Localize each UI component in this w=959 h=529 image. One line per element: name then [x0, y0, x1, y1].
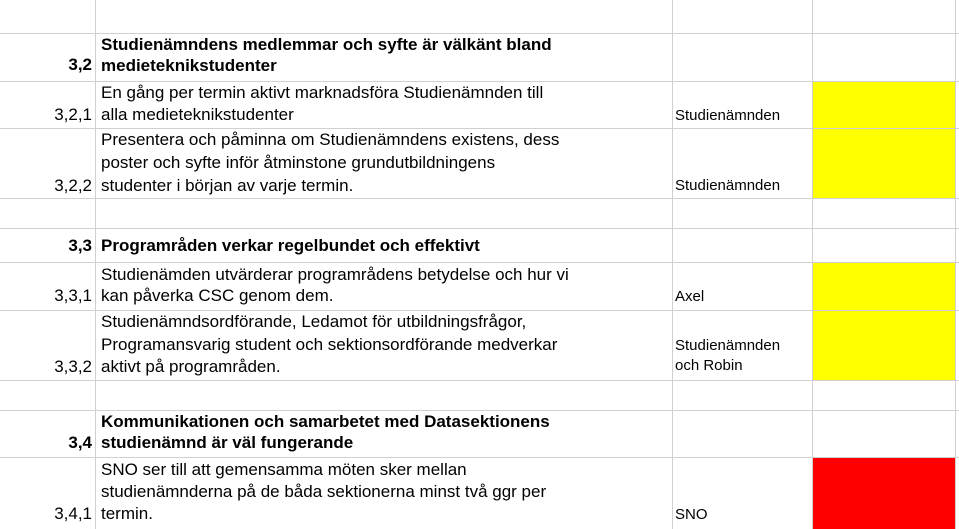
item-text-line: studienämnderna på de båda sektionerna minst två ggr per — [101, 482, 547, 501]
item-number: 3,2,1 — [54, 105, 92, 124]
column-divider — [95, 0, 96, 529]
responsible-cell: Studienämnden — [675, 107, 781, 124]
responsible-cell: och Robin — [675, 357, 743, 374]
row-divider — [0, 228, 959, 229]
status-yellow-cell — [813, 129, 955, 198]
status-yellow-cell — [813, 311, 955, 380]
item-text-line: alla medieteknikstudenter — [101, 105, 294, 124]
item-text-line: studenter i början av varje termin. — [101, 176, 354, 195]
status-red-cell — [813, 458, 955, 529]
section-title-line: Programråden verkar regelbundet och effektivt — [101, 236, 480, 255]
item-number: 3,2,2 — [54, 176, 92, 195]
section-title-line: Kommunikationen och samarbetet med Datasektionens — [101, 412, 550, 431]
row-divider — [0, 380, 959, 381]
item-text-line: Studienämden utvärderar programrådens betydelse och hur vi — [101, 265, 569, 284]
responsible-cell: Studienämnden — [675, 177, 781, 194]
responsible-cell: Studienämnden — [675, 337, 781, 354]
section-number: 3,2 — [68, 55, 92, 74]
item-text-line: termin. — [101, 504, 153, 523]
responsible-cell: SNO — [675, 506, 708, 523]
item-text-line: En gång per termin aktivt marknadsföra Studienämnden till — [101, 83, 544, 102]
column-divider — [672, 0, 673, 529]
status-yellow-cell — [813, 263, 955, 310]
row-divider — [0, 198, 959, 199]
section-title-line: studienämnd är väl fungerande — [101, 433, 354, 452]
item-text-line: SNO ser till att gemensamma möten sker mellan — [101, 460, 467, 479]
responsible-cell: Axel — [675, 288, 705, 305]
item-text-line: Studienämndsordförande, Ledamot för utbildningsfrågor, — [101, 312, 527, 331]
item-number: 3,4,1 — [54, 504, 92, 523]
column-divider — [955, 0, 956, 529]
item-number: 3,3,2 — [54, 357, 92, 376]
section-title-line: medieteknikstudenter — [101, 56, 277, 75]
item-text-line: poster och syfte inför åtminstone grundutbildningens — [101, 153, 496, 172]
section-title-line: Studienämndens medlemmar och syfte är välkänt bland — [101, 35, 552, 54]
status-yellow-cell — [813, 82, 955, 128]
item-text-line: aktivt på programråden. — [101, 357, 281, 376]
item-text-line: Programansvarig student och sektionsordförande medverkar — [101, 335, 558, 354]
item-text-line: kan påverka CSC genom dem. — [101, 286, 334, 305]
item-number: 3,3,1 — [54, 286, 92, 305]
section-number: 3,4 — [68, 433, 92, 452]
item-text-line: Presentera och påminna om Studienämndens existens, dess — [101, 130, 560, 149]
section-number: 3,3 — [68, 236, 92, 255]
